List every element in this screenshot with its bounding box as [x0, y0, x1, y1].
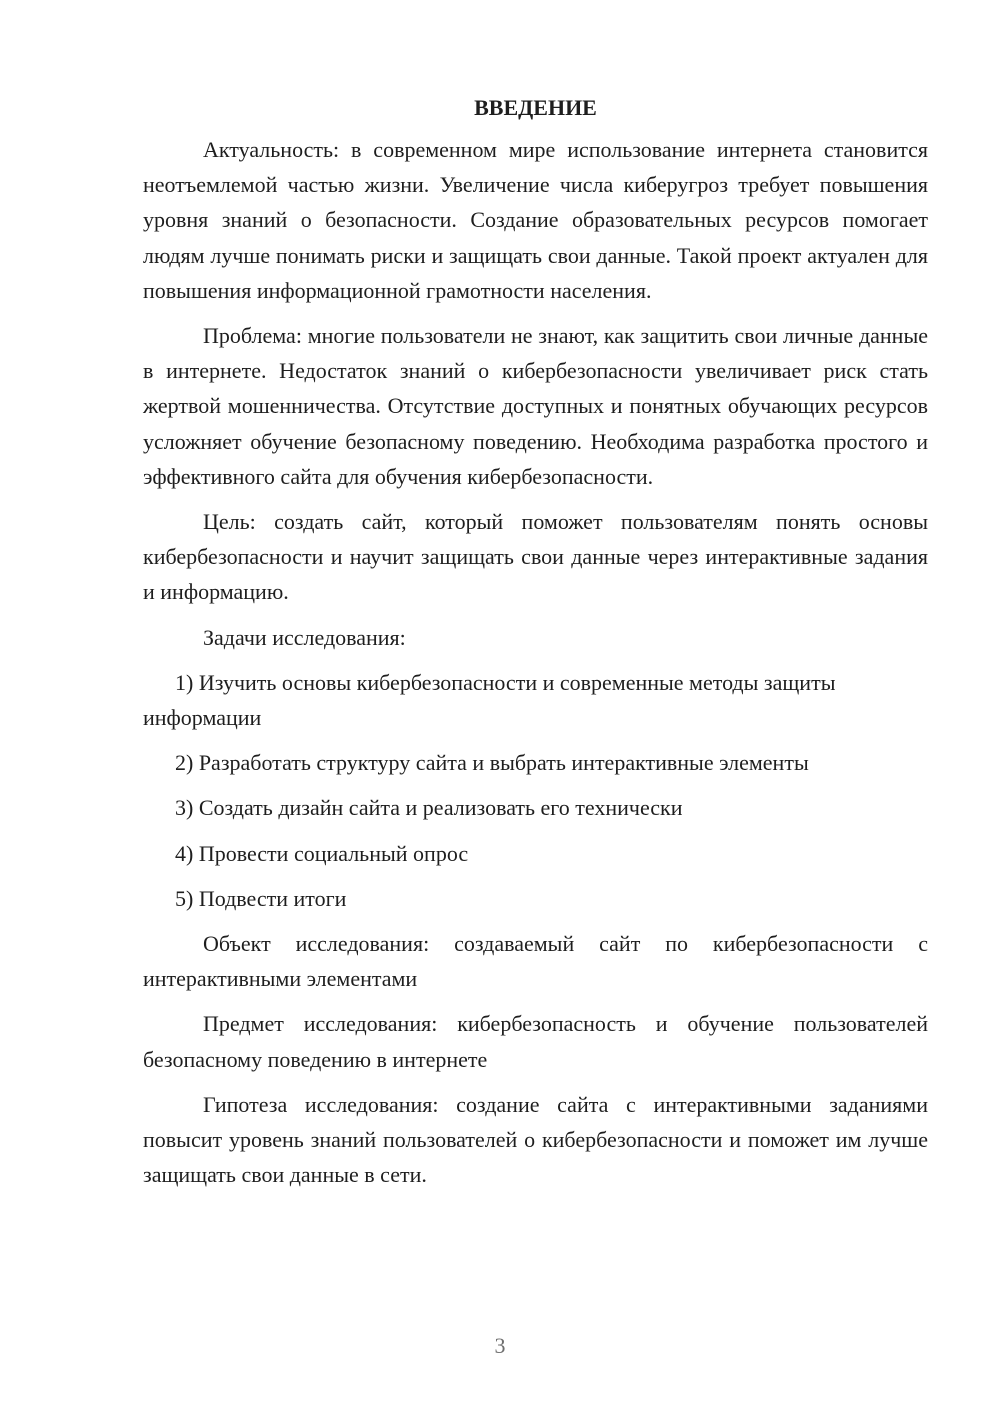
page-number: 3: [494, 1333, 506, 1358]
section-title: ВВЕДЕНИЕ: [474, 95, 597, 120]
task-item: 2) Разработать структуру сайта и выбрать интерактивные элементы: [175, 750, 809, 776]
task-item: 4) Провести социальный опрос: [175, 840, 469, 866]
task-item: 5) Подвести итоги: [175, 885, 347, 911]
hypothesis-paragraph: Гипотеза исследования: создание сайта с интерактивными заданиями повысит уровень знаний пользователей о кибербезопасности и поможет им лучше защищать свои данные в сети.: [143, 1091, 928, 1188]
tasks-heading: Задачи исследования:: [203, 624, 406, 650]
relevance-paragraph: Актуальность: в современном мире использование интернета становится неотъемлемой частью жизни. Увеличение числа киберугроз требует повышения уровня знаний о безопасности. Создание образовательных ресурсов помогает людям лучше понимать риски и защищать свои данные. Такой проект актуален для повышения информационной грамотности населения.: [143, 137, 928, 303]
document-page: [143, 92, 928, 1202]
task-item: 1) Изучить основы кибербезопасности и современные методы защиты информации: [143, 669, 836, 731]
problem-paragraph: Проблема: многие пользователи не знают, как защитить свои личные данные в интернете. Недостаток знаний о кибербезопасности увеличивает риск стать жертвой мошенничества. Отсутствие доступных и понятных обучающих ресурсов усложняет обучение безопасному поведению. Необходима разработка простого и эффективного сайта для обучения кибербезопасности.: [143, 323, 928, 489]
task-item: 3) Создать дизайн сайта и реализовать его технически: [175, 795, 683, 821]
subject-paragraph: Предмет исследования: кибербезопасность и обучение пользователей безопасному поведению в интернете: [143, 1011, 928, 1072]
object-paragraph: Объект исследования: создаваемый сайт по кибербезопасности с интерактивными элементами: [143, 931, 928, 992]
goal-paragraph: Цель: создать сайт, который поможет пользователям понять основы кибербезопасности и научит защищать свои данные через интерактивные задания и информацию.: [143, 509, 928, 605]
